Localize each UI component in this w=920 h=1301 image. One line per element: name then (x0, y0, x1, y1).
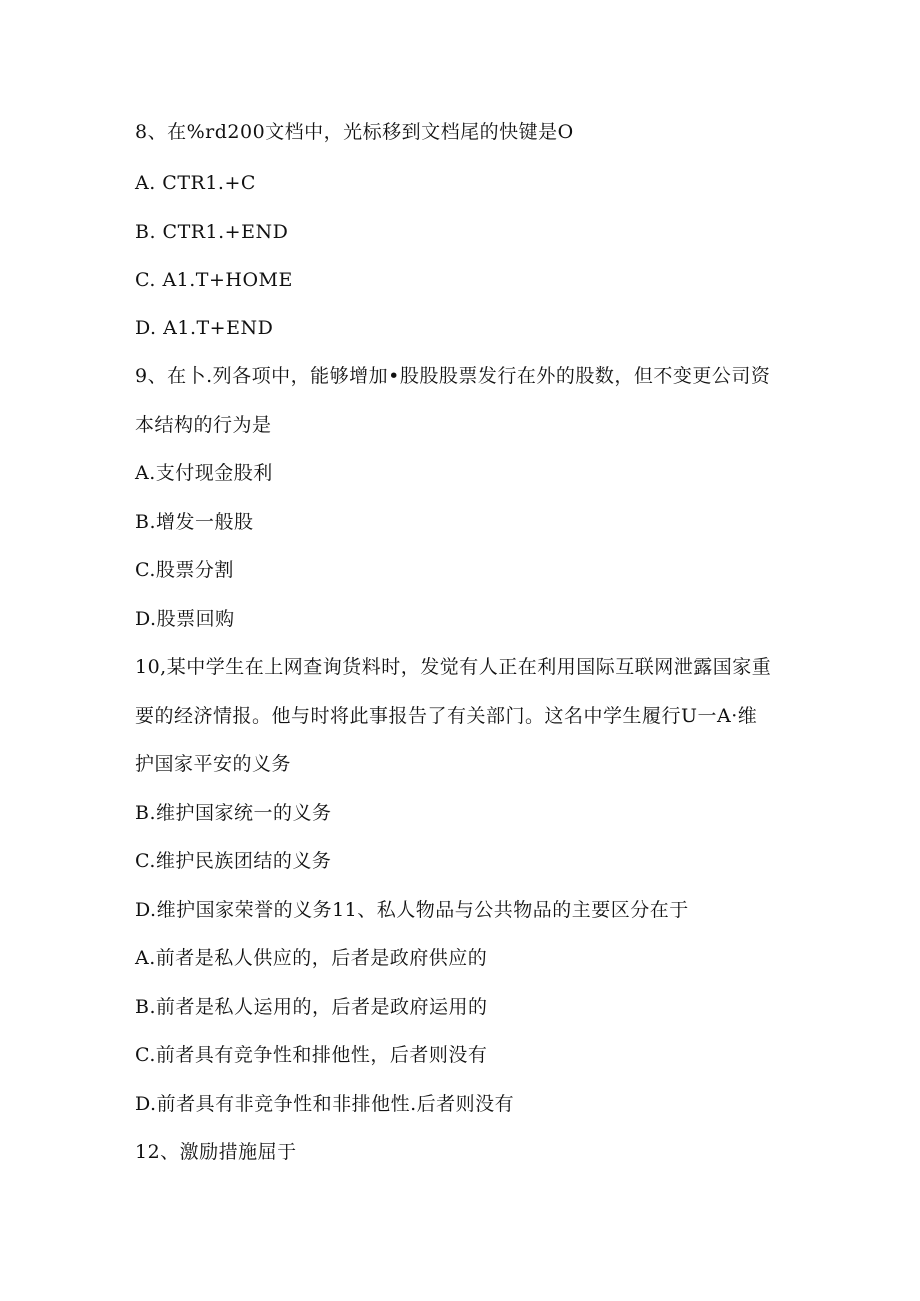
question-9-stem-line-2: 本结构的行为是 (135, 414, 272, 436)
question-10-option-d-and-question-11-stem: D.维护国家荣誉的义务11、私人物品与公共物品的主要区分在于 (135, 899, 689, 921)
question-9-option-c: C.股票分割 (135, 559, 234, 581)
question-8-option-c: C. A1.T+HOME (135, 269, 293, 291)
question-11-option-a: A.前者是私人供应的，后者是政府供应的 (135, 947, 488, 969)
question-10-option-b: B.维护国家统一的义务 (135, 802, 332, 824)
question-10-stem-line-3: 护国家平安的义务 (135, 753, 292, 775)
question-9-option-a: A.支付现金股利 (135, 462, 273, 484)
question-10-stem-line-1: 10,某中学生在上网查询货料时，发觉有人正在利用国际互联网泄露国家重 (135, 656, 772, 678)
question-9-option-d: D.股票回购 (135, 608, 235, 630)
question-10-stem-line-2: 要的经济情报。他与时将此事报告了有关部门。这名中学生履行U一A·维 (135, 705, 758, 727)
question-9-option-b: B.增发一般股 (135, 511, 254, 533)
question-11-option-d: D.前者具有非竞争性和非排他性.后者则没有 (135, 1093, 515, 1115)
question-8-stem: 8、在%rd200文档中，光标移到文档尾的快键是O (135, 121, 574, 143)
question-9-stem-line-1: 9、在卜.列各项中，能够增加•股股股票发行在外的股数，但不变更公司资 (135, 365, 771, 387)
question-8-option-a: A. CTR1.+C (135, 172, 256, 194)
question-11-option-b: B.前者是私人运用的，后者是政府运用的 (135, 996, 488, 1018)
question-11-option-c: C.前者具有竞争性和排他性，后者则没有 (135, 1044, 488, 1066)
question-10-option-c: C.维护民族团结的义务 (135, 850, 332, 872)
question-12-stem: 12、激励措施屈于 (135, 1141, 297, 1163)
question-8-option-d: D. A1.T+END (135, 317, 274, 339)
question-8-option-b: B. CTR1.+END (135, 221, 289, 243)
